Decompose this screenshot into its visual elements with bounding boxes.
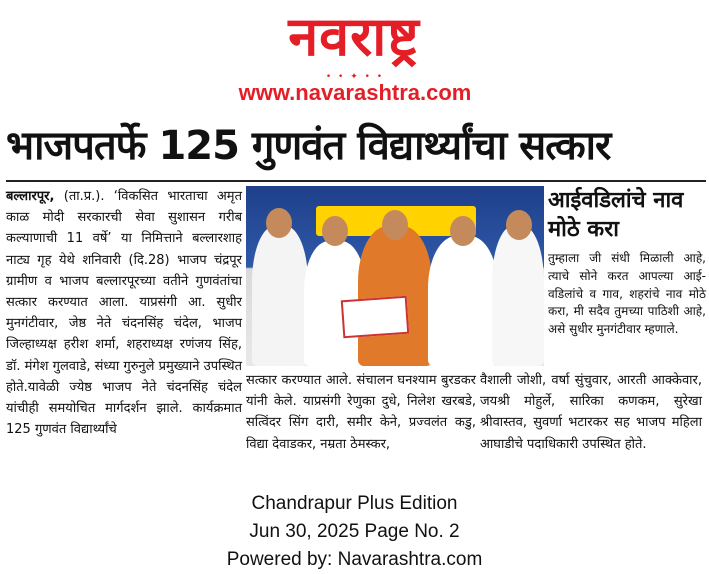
- certificate: [341, 296, 409, 339]
- photo-head: [450, 216, 476, 246]
- masthead: [0, 0, 709, 112]
- article-dateline: बल्लारपूर,: [6, 189, 55, 204]
- headline-rule: [6, 180, 706, 182]
- photo-head: [266, 208, 292, 238]
- sidebar-text: तुम्हाला जी संधी मिळाली आहे, त्याचे सोने करत आपल्या आई-वडिलांचे व गाव, शहरांचे नाव मोठे करा, मी सदैव तुमच्या पाठिशी आहे, असे सुधीर मुनगंटीवार म्हणाले.: [548, 251, 706, 337]
- edition-name: Chandrapur Plus Edition: [251, 493, 458, 514]
- photo-head: [506, 210, 532, 240]
- article-column-middle: सत्कार करण्यात आले. संचालन घनश्याम बुरडकर यांनी केले. याप्रसंगी रेणुका दुधे, निलेश खरबडे, सत्विंदर सिंग दारी, समीर केने, प्रज्वलंत कडु, विद्या देवाडकर, नम्रता ठेमस्कर,: [246, 373, 476, 452]
- article-column-right: वैशाली जोशी, वर्षा सुंचुवार, आरती आक्केवार, जयश्री मोहुर्ले, सारिका कणकम, सुरेखा श्रीवास्तव, सुवर्णा भटारकर सह भाजप महिला आघाडीचे पदाधिकारी उपस्थित होते.: [480, 373, 702, 452]
- edition-date-page: Jun 30, 2025 Page No. 2: [249, 521, 460, 542]
- logo-divider-dots: • • ✦ • •: [325, 72, 385, 82]
- photo-head: [382, 210, 408, 240]
- photo-person: [492, 226, 544, 366]
- powered-by: Powered by: Navarashtra.com: [226, 549, 483, 570]
- article-column-left: [6, 186, 242, 440]
- event-photo: [246, 186, 544, 366]
- photo-person: [428, 236, 498, 366]
- edition-footer: [0, 490, 709, 574]
- masthead-url: www.navarashtra.com: [238, 80, 472, 105]
- photo-head: [322, 216, 348, 246]
- article-headline: भाजपतर्फे 125 गुणवंत विद्यार्थ्यांचा सत्कार: [6, 123, 611, 169]
- sidebar-subhead: आईवडिलांचे नाव मोठे करा: [548, 188, 684, 242]
- article-text-left: (ता.प्र.). ‘विकसित भारताचा अमृत काळ मोदी सरकारची सेवा सुशासन गरीब कल्याणाची 11 वर्षे’ या निमित्ताने बल्लारशाह नाट्य गृह येथे शनिवारी (दि.28) भाजप चंद्रपूर ग्रामीण व भाजप बल्लारपूरच्या वतीने गुणवंतांचा सत्कार करण्यात आला. याप्रसंगी आ. सुधीर मुनगंटीवार, जेष्ठ नेते चंदनसिंह चंदेल, भाजप जिल्हाध्यक्ष हरीश शर्मा, शहराध्यक्ष रणंजय सिंह, डॉ. मंगेश गुलवाडे, संध्या गुरुनुले प्रमुख्याने उपस्थित होते.यावेळी ज्येष्ठ भाजप नेते चंदनसिंह चंदेल यांचीही समयोचित मार्गदर्शन झाले. कार्यक्रमात 125 गुणवंत विद्यार्थ्यांचे: [6, 189, 242, 438]
- navarashtra-logo: नवराष्ट्र: [288, 5, 420, 68]
- photo-person: [252, 226, 308, 366]
